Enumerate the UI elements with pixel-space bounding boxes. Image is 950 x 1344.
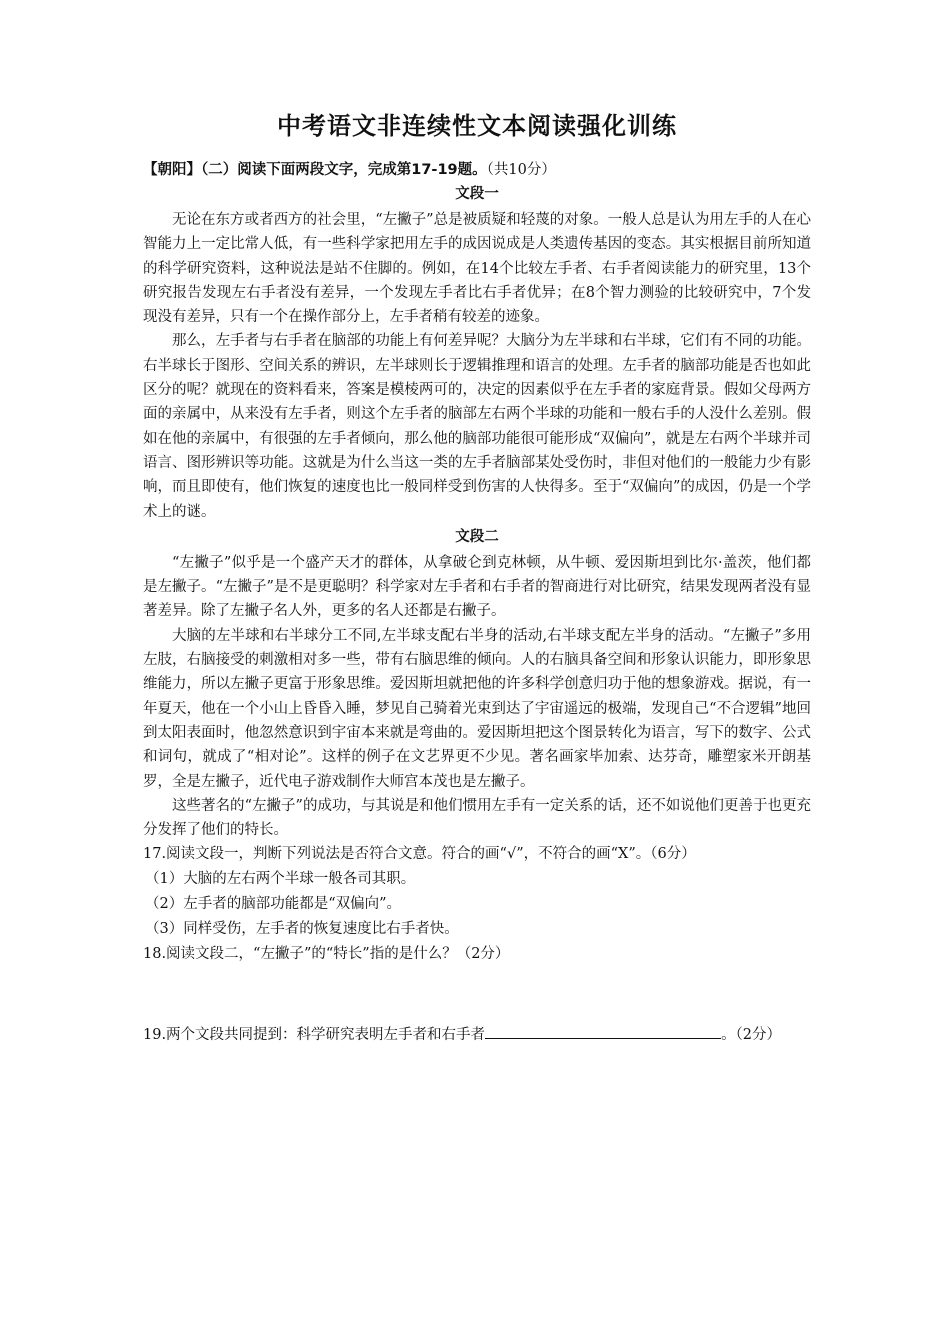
question-17-item-2: （2）左手者的脑部功能都是“双偏向”。 [145, 896, 402, 913]
section2-heading: 文段二 [455, 528, 499, 545]
section1-paragraph-1: 无论在东方或者西方的社会里，“左撇子”总是被质疑和轻蔑的对象。一般人总是认为用左手的人在心智能力上一定比常人低，有一些科学家把用左手的成因说成是人类遗传基因的变态。其实根据目前所知道的科学研究资料，这种说法是站不住脚的。例如，在14个比较左手者、右手者阅读能力的研究里，13个研究报告发现左右手者没有差异，一个发现左手者比右手者优异；在8个智力测验的比较研究中，7个发现没有差异，只有一个在操作部分上，左手者稍有较差的迹象。 [143, 212, 811, 326]
question-19-suffix: 。（2分） [721, 1027, 782, 1044]
answer-space-18[interactable] [143, 967, 811, 1023]
instruction-text: （二）阅读下面两段文字，完成第17-19题。 [201, 162, 487, 178]
section2-paragraph-3: 这些著名的“左撇子”的成功，与其说是和他们惯用左手有一定关系的话，还不如说他们更善于也更充分发挥了他们的特长。 [143, 797, 811, 839]
source-label: 【朝阳】 [143, 162, 201, 178]
section-intro [143, 159, 811, 181]
section1-heading: 文段一 [455, 186, 499, 202]
section1-paragraph-2: 那么，左手者与右手者在脑部的功能上有何差异呢？大脑分为左半球和右半球，它们有不同的功能。右半球长于图形、空间关系的辨识，左半球则长于逻辑推理和语言的处理。左手者的脑部功能是否也如此区分的呢？就现在的资料看来，答案是模棱两可的，决定的因素似乎在左手者的家庭背景。假如父母两方面的亲属中，从来没有左手者，则这个左手者的脑部左右两个半球的功能和一般右手的人没什么差别。假如在他的亲属中，有很强的左手者倾向，那么他的脑部功能很可能形成“双偏向”，就是左右两个半球并司语言、图形辨识等功能。这就是为什么当这一类的左手者脑部某处受伤时，非但对他们的一般能力少有影响，而且即使有，他们恢复的速度也比一般同样受到伤害的人快得多。至于“双偏向”的成因，仍是一个学术上的谜。 [143, 333, 811, 520]
question-19-prefix: 19.两个文段共同提到：科学研究表明左手者和右手者 [143, 1027, 486, 1044]
score-text: （共10分） [486, 162, 556, 178]
document-page [143, 96, 811, 1048]
question-17-item-3: （3）同样受伤，左手者的恢复速度比右手者快。 [145, 921, 459, 938]
document-title: 中考语文非连续性文本阅读强化训练 [277, 112, 677, 140]
question-17: 17.阅读文段一，判断下列说法是否符合文意。符合的画“√”，不符合的画“X”。（6分） [143, 846, 696, 863]
question-18: 18.阅读文段二，“左撇子”的“特长”指的是什么？（2分） [143, 946, 510, 963]
section2-paragraph-1: “左撇子”似乎是一个盛产天才的群体，从拿破仑到克林顿，从牛顿、爱因斯坦到比尔·盖茨，他们都是左撇子。“左撇子”是不是更聪明？科学家对左手者和右手者的智商进行对比研究，结果发现两者没有显著差异。除了左撇子名人外，更多的名人还都是右撇子。 [143, 554, 811, 620]
answer-blank-19[interactable] [485, 1024, 721, 1039]
question-19 [143, 1023, 811, 1048]
section2-paragraph-2: 大脑的左半球和右半球分工不同,左半球支配右半身的活动,右半球支配左半身的活动。“左撇子”多用左肢，右脑接受的刺激相对多一些，带有右脑思维的倾向。人的右脑具备空间和形象认识能力，即形象思维能力，所以左撇子更富于形象思维。爱因斯坦就把他的许多科学创意归功于他的想象游戏。据说，有一年夏天，他在一个小山上昏昏入睡，梦见自己骑着光束到达了宇宙遥远的极端，发现自己“不合逻辑”地回到太阳表面时，他忽然意识到宇宙本来就是弯曲的。爱因斯坦把这个图景转化为语言，写下的数字、公式和词句，就成了“相对论”。这样的例子在文艺界更不少见。著名画家毕加索、达芬奇，雕塑家米开朗基罗，全是左撇子，近代电子游戏制作大师宫本茂也是左撇子。 [143, 627, 811, 790]
question-17-item-1: （1）大脑的左右两个半球一般各司其职。 [145, 871, 416, 888]
